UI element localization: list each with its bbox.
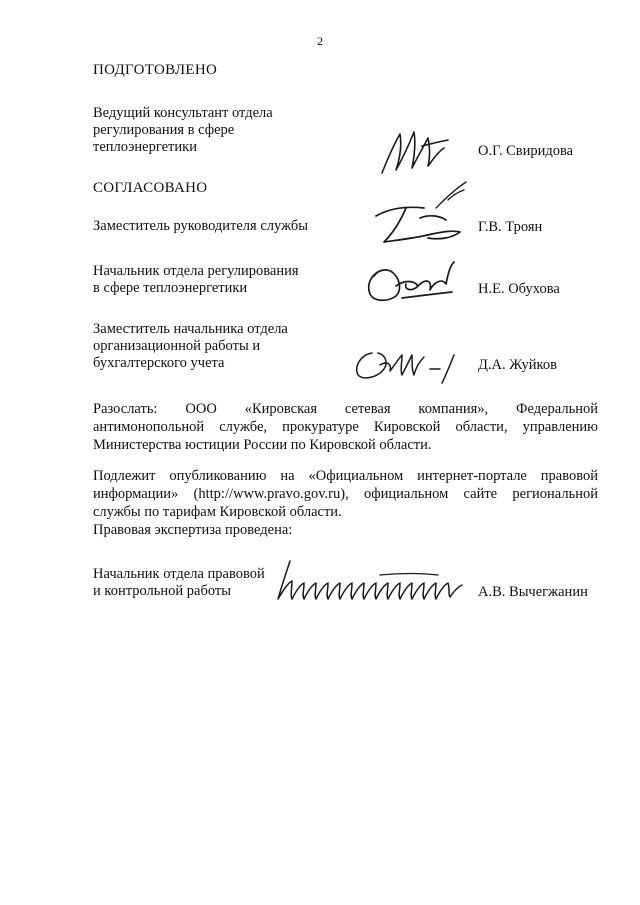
position-line: и контрольной работы xyxy=(93,583,231,599)
signature-troyan xyxy=(366,178,476,250)
position-line: Ведущий консультант отдела xyxy=(93,105,273,121)
signatory-name: Д.А. Жуйков xyxy=(478,357,557,373)
position-line: Начальник отдела регулирования xyxy=(93,263,299,279)
paragraph-line: антимонопольной службе, прокуратуре Кировской области, управлению xyxy=(93,419,598,435)
signatory-name: Н.Е. Обухова xyxy=(478,281,560,297)
paragraph-line: Министерства юстиции России по Кировской области. xyxy=(93,437,432,453)
agreed-heading: СОГЛАСОВАНО xyxy=(93,180,208,196)
position-line: Начальник отдела правовой xyxy=(93,566,265,582)
publication-paragraph xyxy=(93,467,598,521)
position-line: регулирования в сфере xyxy=(93,122,235,138)
page-number: 2 xyxy=(317,34,323,48)
legal-position xyxy=(93,566,265,600)
paragraph-line: Подлежит опубликованию на «Официальном интернет-портале правовой xyxy=(93,468,598,484)
signatory-position xyxy=(93,321,288,372)
position-line: в сфере теплоэнергетики xyxy=(93,280,248,296)
position-line: бухгалтерского учета xyxy=(93,355,225,371)
signature-obukhova xyxy=(362,256,462,306)
prepared-position xyxy=(93,105,273,156)
signature-vychegzhanin xyxy=(270,555,470,607)
signatory-position xyxy=(93,263,299,297)
signatory-position xyxy=(93,218,308,235)
signature-sviridova xyxy=(378,118,458,180)
signature-zhuykov xyxy=(350,345,475,385)
position-line: Заместитель начальника отдела xyxy=(93,321,288,337)
paragraph-line: Разослать: ООО «Кировская сетевая компания», Федеральной xyxy=(93,401,598,417)
prepared-name: О.Г. Свиридова xyxy=(478,143,574,159)
signatory-name: Г.В. Троян xyxy=(478,219,543,235)
paragraph-line: информации» (http://www.pravo.gov.ru), официальном сайте региональной xyxy=(93,486,598,502)
position-line: теплоэнергетики xyxy=(93,139,197,155)
legal-review-note: Правовая экспертиза проведена: xyxy=(93,522,293,538)
legal-name: А.В. Вычегжанин xyxy=(478,584,588,600)
prepared-heading: ПОДГОТОВЛЕНО xyxy=(93,62,218,78)
paragraph-line: службы по тарифам Кировской области. xyxy=(93,504,342,520)
distribution-paragraph xyxy=(93,400,598,454)
position-line: организационной работы и xyxy=(93,338,261,354)
position-line: Заместитель руководителя службы xyxy=(93,218,309,234)
